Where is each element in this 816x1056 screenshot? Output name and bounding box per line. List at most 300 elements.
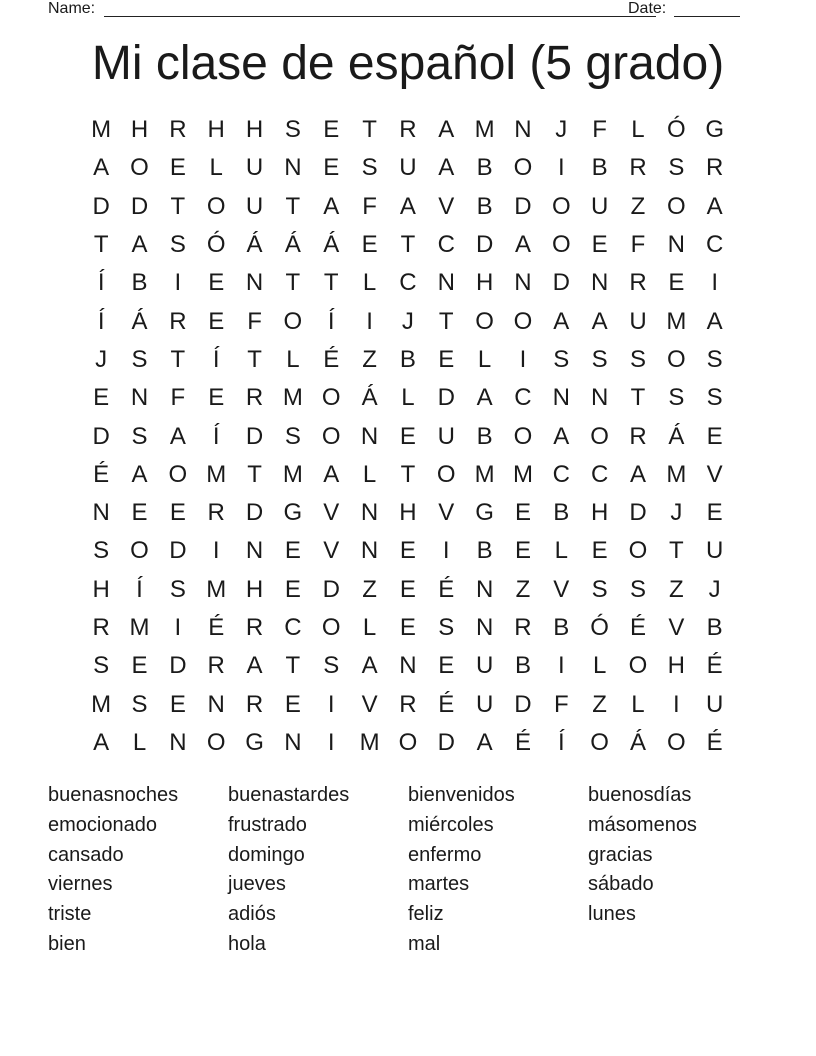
grid-row [82, 111, 734, 149]
grid-letter: O [436, 460, 456, 488]
grid-letter: R [207, 499, 225, 527]
grid-letter: R [514, 614, 532, 641]
word-list [48, 781, 768, 960]
grid-letter: N [360, 422, 379, 450]
grid-letter: H [399, 499, 417, 527]
grid-letter: N [552, 384, 570, 412]
grid-letter: F [630, 231, 646, 259]
grid-letter: Z [668, 575, 684, 603]
grid-letter: I [174, 614, 182, 641]
grid-letter: A [514, 231, 531, 259]
name-label: Name: [48, 0, 96, 17]
grid-letter: E [706, 499, 723, 527]
word-list-item: bien [48, 932, 86, 955]
grid-letter: A [591, 307, 608, 335]
grid-letter: O [321, 384, 341, 412]
grid-letter: A [438, 116, 455, 144]
grid-letter: N [207, 690, 225, 718]
grid-letter: M [666, 307, 687, 335]
grid-letter: Í [557, 728, 565, 756]
grid-letter: E [399, 575, 416, 603]
grid-letter: D [92, 422, 110, 450]
grid-letter: J [555, 116, 568, 144]
grid-letter: E [284, 537, 301, 565]
grid-letter: H [207, 116, 225, 144]
grid-letter: T [438, 307, 454, 335]
grid-letter: A [553, 422, 570, 450]
grid-letter: M [206, 460, 227, 488]
grid-letter: M [666, 460, 687, 488]
word-list-item: buenosdías [588, 784, 692, 806]
grid-letter: B [591, 154, 608, 182]
grid-letter: O [321, 614, 341, 641]
word-list-item: sábado [588, 873, 654, 896]
grid-letter: L [132, 728, 147, 756]
grid-letter: A [438, 154, 455, 182]
grid-row [82, 571, 734, 609]
grid-letter: S [553, 345, 570, 373]
grid-letter: E [93, 384, 110, 412]
grid-letter: H [92, 575, 110, 603]
grid-letter: F [362, 192, 377, 220]
word-list-item: mal [408, 932, 441, 955]
grid-row [82, 264, 734, 302]
word-list-item: enfermo [408, 843, 482, 866]
grid-letter: N [360, 499, 379, 527]
grid-letter: D [437, 728, 455, 756]
grid-letter: R [629, 269, 647, 297]
grid-letter: N [284, 728, 302, 756]
grid-letter: H [130, 116, 149, 144]
grid-letter: R [629, 422, 647, 450]
grid-letter: É [438, 575, 455, 603]
grid-letter: B [399, 345, 416, 373]
grid-letter: R [169, 307, 187, 335]
grid-letter: V [668, 614, 685, 641]
word-list-item: domingo [228, 843, 305, 866]
grid-letter: A [246, 652, 263, 680]
grid-letter: D [245, 422, 264, 450]
grid-letter: Í [97, 269, 105, 297]
grid-letter: O [628, 652, 648, 680]
grid-letter: M [129, 614, 150, 641]
grid-letter: E [169, 154, 186, 182]
grid-letter: S [706, 384, 723, 412]
grid-letter: Z [362, 345, 377, 373]
grid-letter: Ó [666, 116, 686, 144]
grid-letter: R [207, 652, 225, 680]
grid-letter: É [706, 728, 723, 756]
grid-letter: A [323, 460, 340, 488]
word-list-item: buenastardes [228, 784, 350, 806]
grid-letter: I [174, 269, 182, 297]
grid-letter: E [591, 537, 608, 565]
grid-letter: N [437, 269, 455, 297]
grid-letter: O [590, 422, 609, 450]
grid-row [82, 647, 734, 685]
grid-letter: V [323, 537, 340, 565]
grid-letter: E [514, 537, 531, 565]
grid-letter: N [130, 384, 149, 412]
date-blank-line [674, 16, 740, 17]
grid-letter: S [438, 614, 455, 641]
grid-letter: L [592, 652, 607, 680]
grid-letter: F [553, 690, 569, 718]
grid-letter: T [323, 269, 339, 297]
grid-letter: E [361, 231, 378, 259]
grid-letter: Á [668, 422, 685, 450]
grid-row [82, 417, 734, 455]
grid-letter: L [401, 384, 415, 412]
grid-letter: N [475, 614, 494, 641]
grid-letter: E [284, 690, 301, 718]
grid-letter: N [245, 537, 264, 565]
grid-letter: A [399, 192, 416, 220]
word-list-item: buenasnoches [48, 784, 179, 806]
grid-letter: N [245, 269, 264, 297]
grid-letter: M [474, 116, 495, 144]
grid-letter: Á [284, 231, 301, 259]
grid-letter: Z [630, 192, 646, 220]
grid-letter: R [245, 614, 264, 641]
grid-letter: B [476, 537, 493, 565]
grid-letter: Á [629, 728, 646, 756]
grid-letter: A [93, 154, 110, 182]
grid-letter: B [476, 422, 493, 450]
grid-letter: C [590, 460, 609, 488]
grid-letter: O [206, 728, 226, 756]
grid-letter: S [93, 537, 110, 565]
grid-letter: I [711, 269, 718, 297]
grid-letter: L [631, 690, 645, 718]
grid-letter: F [170, 384, 186, 412]
grid-letter: L [362, 269, 377, 297]
grid-letter: M [282, 384, 303, 412]
grid-letter: E [514, 499, 531, 527]
grid-letter: Z [592, 690, 607, 718]
grid-letter: S [668, 384, 685, 412]
header [48, 0, 742, 20]
grid-letter: S [629, 575, 646, 603]
grid-letter: R [92, 614, 110, 641]
grid-letter: Í [136, 575, 143, 603]
grid-letter: A [169, 422, 186, 450]
grid-letter: I [557, 652, 565, 680]
grid-letter: I [327, 728, 335, 756]
grid-letter: F [592, 116, 607, 144]
grid-letter: N [475, 575, 494, 603]
grid-letter: T [170, 192, 186, 220]
grid-letter: N [169, 728, 187, 756]
grid-letter: S [591, 575, 608, 603]
grid-letter: M [282, 460, 303, 488]
grid-letter: É [629, 614, 646, 641]
grid-letter: É [323, 345, 340, 373]
grid-letter: L [554, 537, 568, 565]
grid-row [82, 302, 734, 340]
word-list-item: másomenos [588, 813, 697, 836]
grid-letter: E [438, 652, 455, 680]
grid-letter: N [360, 537, 379, 565]
word-list-item: bienvenidos [408, 784, 515, 806]
grid-letter: T [247, 345, 262, 373]
grid-letter: M [91, 690, 112, 718]
grid-letter: V [706, 460, 723, 488]
word-list-item: frustrado [228, 813, 307, 836]
grid-letter: I [442, 537, 450, 565]
grid-letter: A [476, 728, 493, 756]
grid-row [82, 226, 734, 264]
grid-letter: Á [361, 384, 378, 412]
grid-letter: E [323, 154, 340, 182]
grid-letter: B [553, 614, 570, 641]
grid-letter: D [169, 537, 187, 565]
grid-letter: O [513, 422, 533, 450]
grid-letter: A [706, 307, 723, 335]
word-list-item: hola [228, 932, 266, 955]
word-search-grid [82, 111, 734, 762]
grid-letter: E [706, 422, 723, 450]
grid-letter: I [672, 690, 680, 718]
grid-letter: O [551, 231, 571, 259]
grid-letter: U [245, 154, 264, 182]
grid-letter: T [170, 345, 186, 373]
grid-letter: Á [323, 231, 340, 259]
grid-letter: U [245, 192, 264, 220]
grid-letter: H [245, 575, 264, 603]
grid-letter: E [591, 231, 608, 259]
grid-letter: L [362, 614, 377, 641]
grid-letter: T [362, 116, 377, 144]
grid-letter: M [512, 460, 533, 488]
grid-letter: I [366, 307, 373, 335]
grid-letter: E [169, 690, 186, 718]
grid-letter: A [706, 192, 723, 220]
grid-letter: A [629, 460, 646, 488]
grid-letter: E [438, 345, 455, 373]
grid-letter: M [474, 460, 495, 488]
grid-letter: N [514, 269, 532, 297]
grid-letter: U [475, 690, 494, 718]
word-list-item: jueves [228, 873, 286, 896]
grid-letter: U [399, 154, 417, 182]
grid-letter: C [399, 269, 417, 297]
grid-letter: Z [362, 575, 377, 603]
grid-letter: N [284, 154, 302, 182]
grid-letter: B [706, 614, 723, 641]
grid-letter: É [208, 614, 225, 641]
page-title: Mi clase de español (5 grado) [91, 37, 725, 90]
grid-row [82, 341, 734, 379]
grid-letter: N [590, 269, 609, 297]
word-list-item: lunes [588, 903, 636, 926]
grid-row [82, 685, 734, 723]
word-list-item: feliz [408, 903, 444, 926]
grid-letter: N [399, 652, 417, 680]
grid-letter: A [131, 460, 148, 488]
grid-letter: M [91, 116, 112, 144]
grid-letter: A [361, 652, 378, 680]
grid-letter: B [476, 192, 493, 220]
grid-letter: O [398, 728, 418, 756]
grid-letter: V [323, 499, 340, 527]
grid-letter: O [130, 154, 149, 182]
grid-letter: T [400, 231, 416, 259]
grid-letter: D [514, 192, 532, 220]
grid-letter: A [131, 231, 148, 259]
grid-letter: I [519, 345, 527, 373]
grid-row [82, 532, 734, 570]
grid-letter: S [284, 422, 301, 450]
grid-letter: É [93, 460, 110, 488]
grid-letter: T [285, 192, 301, 220]
grid-letter: O [590, 728, 609, 756]
grid-letter: T [247, 460, 262, 488]
grid-letter: T [400, 460, 416, 488]
grid-letter: A [476, 384, 493, 412]
grid-letter: R [399, 116, 417, 144]
grid-letter: S [284, 116, 301, 144]
grid-letter: R [169, 116, 187, 144]
grid-letter: C [437, 231, 455, 259]
grid-letter: S [706, 345, 723, 373]
grid-letter: I [327, 690, 335, 718]
grid-letter: T [285, 652, 301, 680]
grid-letter: R [399, 690, 417, 718]
grid-letter: F [247, 307, 262, 335]
grid-letter: E [131, 652, 148, 680]
grid-letter: T [93, 231, 109, 259]
grid-letter: V [438, 499, 455, 527]
grid-letter: R [706, 154, 724, 182]
grid-letter: H [475, 269, 494, 297]
date-label: Date: [628, 0, 667, 17]
grid-letter: U [629, 307, 647, 335]
grid-letter: D [169, 652, 187, 680]
grid-letter: N [514, 116, 532, 144]
grid-letter: M [359, 728, 380, 756]
grid-letter: S [361, 154, 378, 182]
grid-letter: S [169, 575, 186, 603]
grid-letter: E [208, 384, 225, 412]
grid-letter: D [322, 575, 340, 603]
grid-letter: A [323, 192, 340, 220]
grid-row [82, 494, 734, 532]
grid-letter: V [553, 575, 570, 603]
grid-letter: U [437, 422, 455, 450]
grid-letter: O [130, 537, 149, 565]
grid-letter: M [206, 575, 227, 603]
grid-letter: O [513, 307, 533, 335]
grid-letter: G [475, 499, 494, 527]
grid-letter: I [212, 537, 220, 565]
grid-letter: J [95, 345, 108, 373]
grid-letter: S [131, 690, 148, 718]
name-blank-line [104, 16, 656, 17]
grid-letter: O [628, 537, 648, 565]
word-list-item: viernes [48, 873, 113, 896]
grid-letter: A [93, 728, 110, 756]
grid-letter: H [667, 652, 685, 680]
grid-letter: S [131, 422, 148, 450]
grid-letter: Á [131, 307, 148, 335]
grid-letter: C [514, 384, 532, 412]
grid-letter: N [92, 499, 110, 527]
grid-letter: O [283, 307, 303, 335]
grid-letter: N [590, 384, 609, 412]
grid-letter: U [475, 652, 494, 680]
grid-letter: B [514, 652, 531, 680]
grid-letter: Í [212, 345, 220, 373]
grid-letter: I [557, 154, 565, 182]
grid-letter: E [399, 422, 416, 450]
grid-letter: Ó [206, 231, 226, 259]
grid-letter: S [323, 652, 340, 680]
word-list-item: martes [408, 873, 470, 896]
grid-letter: U [706, 690, 724, 718]
grid-letter: O [475, 307, 494, 335]
grid-row [82, 609, 734, 647]
grid-letter: C [706, 231, 724, 259]
grid-letter: U [590, 192, 609, 220]
grid-letter: E [131, 499, 148, 527]
grid-letter: Í [212, 422, 220, 450]
grid-letter: E [668, 269, 685, 297]
grid-letter: H [590, 499, 609, 527]
grid-letter: T [630, 384, 646, 412]
grid-row [82, 724, 734, 762]
grid-letter: B [553, 499, 570, 527]
grid-letter: O [206, 192, 226, 220]
grid-letter: J [670, 499, 683, 527]
grid-letter: S [591, 345, 608, 373]
grid-letter: S [668, 154, 685, 182]
grid-letter: D [130, 192, 149, 220]
grid-row [82, 456, 734, 494]
grid-letter: S [629, 345, 646, 373]
grid-letter: O [168, 460, 188, 488]
grid-letter: O [666, 345, 686, 373]
grid-letter: Ó [590, 614, 609, 641]
grid-letter: G [245, 728, 264, 756]
grid-letter: Í [97, 307, 105, 335]
grid-letter: T [285, 269, 301, 297]
grid-letter: O [551, 192, 571, 220]
grid-letter: R [629, 154, 647, 182]
grid-letter: J [401, 307, 414, 335]
grid-letter: G [705, 116, 724, 144]
grid-letter: R [245, 384, 264, 412]
word-list-item: emocionado [48, 813, 157, 836]
grid-letter: Í [327, 307, 335, 335]
grid-letter: D [92, 192, 110, 220]
grid-letter: E [399, 614, 416, 641]
grid-letter: D [437, 384, 455, 412]
grid-letter: D [245, 499, 264, 527]
grid-letter: É [514, 728, 531, 756]
grid-letter: A [553, 307, 570, 335]
grid-letter: D [629, 499, 647, 527]
grid-row [82, 379, 734, 417]
grid-letter: V [438, 192, 455, 220]
word-list-item: triste [48, 903, 92, 926]
grid-letter: L [631, 116, 645, 144]
word-list-item: gracias [588, 843, 653, 866]
grid-row [82, 188, 734, 226]
grid-letter: S [93, 652, 110, 680]
grid-letter: C [552, 460, 570, 488]
word-list-item: miércoles [408, 813, 494, 836]
